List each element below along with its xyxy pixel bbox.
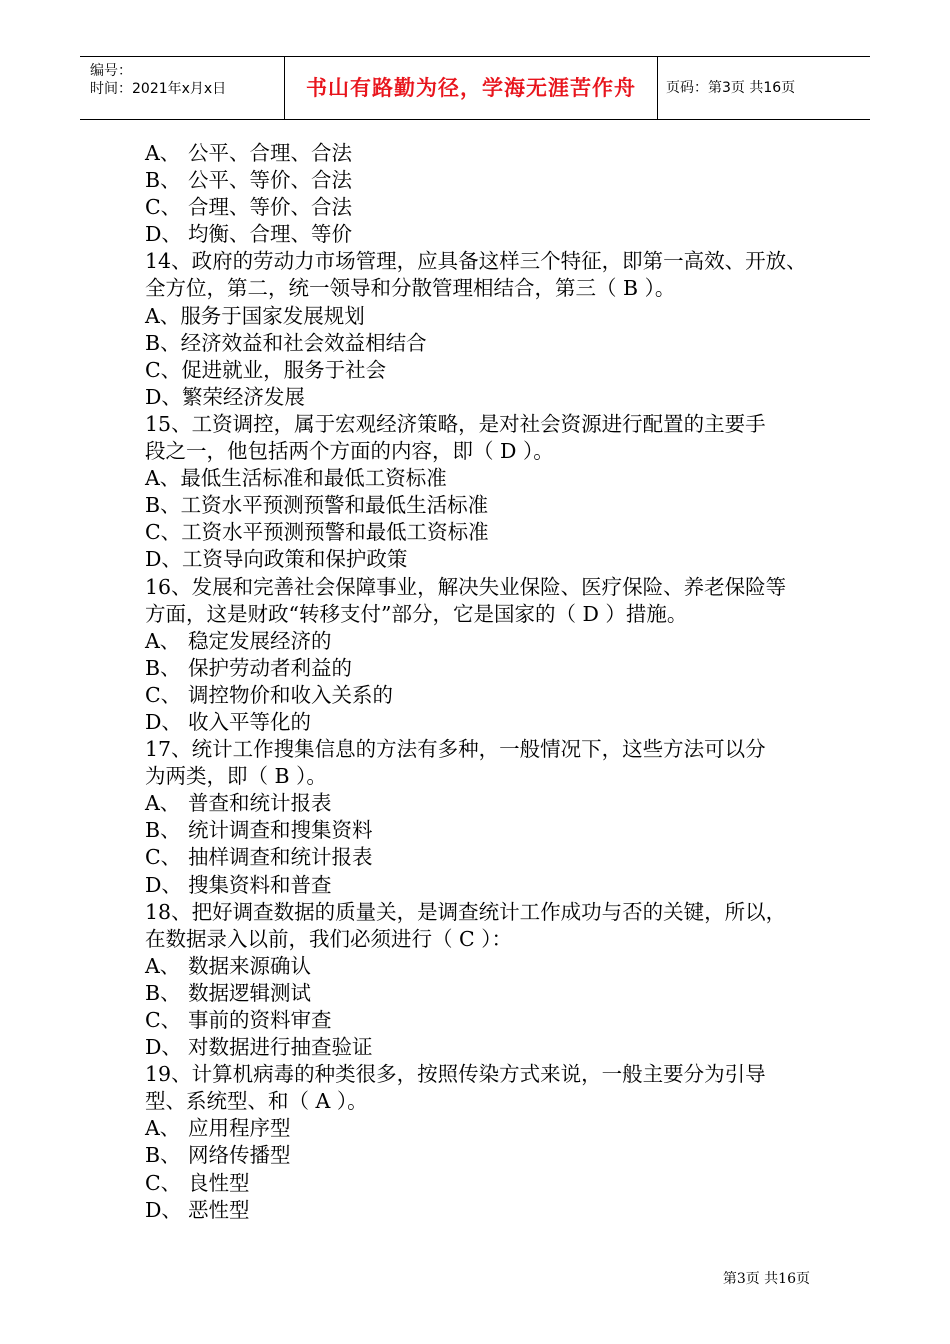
option-text: 恶性型: [188, 1197, 250, 1222]
option-text: 服务于国家发展规划: [180, 303, 365, 328]
option-label: B、: [145, 168, 181, 193]
option-line: [145, 1034, 825, 1061]
option-text: 普查和统计报表: [188, 791, 332, 816]
question-16: [145, 574, 825, 737]
option-text: 对数据进行抽查验证: [188, 1035, 373, 1060]
question-15: [145, 411, 825, 574]
option-text: 均衡、合理、等价: [188, 222, 352, 247]
serial-number-label: 编号：: [90, 63, 132, 79]
option-text: 搜集资料和普查: [188, 872, 332, 897]
option-line: [145, 682, 825, 709]
header-page-info: 页码：第3页 共16页: [666, 80, 796, 96]
option-line: [145, 384, 825, 411]
option-text: 收入平等化的: [188, 709, 311, 734]
option-line: [145, 872, 825, 899]
option-label: B、: [145, 1143, 181, 1168]
option-label: D、: [145, 384, 182, 409]
option-label: C、: [145, 520, 182, 545]
question-line: 型、系统型、和（ A ）。: [145, 1089, 368, 1114]
option-text: 统计调查和搜集资料: [188, 818, 373, 843]
question-line: 在数据录入以前，我们必须进行（ C ）：: [145, 926, 512, 951]
option-label: B、: [145, 493, 181, 518]
pre-options: [145, 140, 825, 248]
option-label: A、: [145, 791, 181, 816]
option-text: 公平、等价、合法: [188, 168, 352, 193]
option-line: [145, 140, 825, 167]
option-line: [145, 1170, 825, 1197]
option-line: [145, 194, 825, 221]
option-line: [145, 1142, 825, 1169]
option-text: 经济效益和社会效益相结合: [180, 330, 427, 355]
option-label: C、: [145, 195, 182, 220]
option-line: [145, 980, 825, 1007]
option-label: C、: [145, 1008, 182, 1032]
question-line: 18、把好调查数据的质量关，是调查统计工作成功与否的关键，所以，: [145, 899, 787, 924]
option-text: 工资水平预测预警和最低工资标准: [181, 520, 489, 545]
option-line: [145, 465, 825, 492]
option-line: [145, 167, 825, 194]
page-header: [80, 56, 870, 120]
question-19: [145, 1061, 825, 1224]
question-line: 17、统计工作搜集信息的方法有多种，一般情况下，这些方法可以分: [145, 737, 766, 762]
option-label: A、: [145, 953, 181, 978]
question-line: 14、政府的劳动力市场管理，应具备这样三个特征，即第一高效、开放、: [145, 249, 807, 274]
date-label: 时间：2021年x月x日: [90, 81, 227, 97]
option-label: A、: [145, 628, 181, 653]
question-17: [145, 736, 825, 899]
header-meta: [80, 57, 284, 119]
option-label: C、: [145, 845, 182, 870]
option-text: 公平、合理、合法: [188, 141, 352, 165]
option-line: [145, 1197, 825, 1224]
option-line: [145, 1115, 825, 1142]
option-text: 调控物价和收入关系的: [188, 682, 393, 707]
option-line: [145, 303, 825, 330]
option-text: 保护劳动者利益的: [188, 655, 352, 680]
option-line: [145, 790, 825, 817]
option-text: 最低生活标准和最低工资标准: [180, 466, 447, 491]
question-line: 方面，这是财政“转移支付”部分，它是国家的（ D ）措施。: [145, 601, 688, 626]
question-line: 16、发展和完善社会保障事业，解决失业保险、医疗保险、养老保险等: [145, 574, 787, 599]
option-label: B、: [145, 980, 181, 1005]
option-label: D、: [145, 872, 182, 897]
question-18: [145, 899, 825, 1062]
page-footer: 第3页 共16页: [722, 1271, 810, 1287]
option-line: [145, 221, 825, 248]
option-label: A、: [145, 466, 181, 491]
option-text: 工资水平预测预警和最低生活标准: [180, 493, 489, 518]
document-body: [145, 140, 825, 1224]
option-line: [145, 953, 825, 980]
option-text: 稳定发展经济的: [188, 628, 332, 653]
option-line: [145, 546, 825, 573]
option-label: A、: [145, 141, 181, 165]
option-text: 合理、等价、合法: [188, 195, 352, 220]
option-label: B、: [145, 330, 181, 355]
option-label: C、: [145, 357, 182, 382]
option-label: D、: [145, 547, 182, 572]
option-label: B、: [145, 818, 181, 843]
option-line: [145, 357, 825, 384]
option-text: 抽样调查和统计报表: [188, 845, 373, 870]
option-label: A、: [145, 303, 181, 328]
option-text: 良性型: [188, 1170, 250, 1195]
question-line: 19、计算机病毒的种类很多，按照传染方式来说，一般主要分为引导: [145, 1062, 766, 1087]
question-line: 段之一，他包括两个方面的内容，即（ D ）。: [145, 439, 554, 464]
option-line: [145, 844, 825, 871]
option-line: [145, 817, 825, 844]
option-line: [145, 519, 825, 546]
option-text: 应用程序型: [188, 1116, 291, 1141]
option-text: 促进就业，服务于社会: [181, 357, 387, 382]
option-text: 数据逻辑测试: [188, 980, 311, 1005]
option-label: D、: [145, 1035, 182, 1060]
option-text: 工资导向政策和保护政策: [181, 547, 408, 572]
option-label: D、: [145, 1197, 182, 1222]
option-line: [145, 709, 825, 736]
option-label: C、: [145, 682, 182, 707]
option-line: [145, 330, 825, 357]
option-line: [145, 655, 825, 682]
option-label: C、: [145, 1170, 182, 1195]
option-line: [145, 1007, 825, 1034]
option-text: 事前的资料审查: [188, 1008, 332, 1032]
option-text: 繁荣经济发展: [181, 384, 305, 409]
option-line: [145, 628, 825, 655]
option-text: 网络传播型: [188, 1143, 291, 1168]
question-line: 为两类，即（ B ）。: [145, 764, 327, 789]
option-label: D、: [145, 709, 182, 734]
question-14: [145, 248, 825, 411]
option-text: 数据来源确认: [188, 953, 311, 978]
option-label: B、: [145, 655, 181, 680]
option-label: A、: [145, 1116, 181, 1141]
question-line: 全方位，第二，统一领导和分散管理相结合，第三（ B ）。: [145, 276, 676, 301]
header-motto: 书山有路勤为径，学海无涯苦作舟: [284, 57, 658, 119]
question-line: 15、工资调控，属于宏观经济策略，是对社会资源进行配置的主要手: [145, 411, 766, 436]
option-label: D、: [145, 222, 182, 247]
option-line: [145, 492, 825, 519]
